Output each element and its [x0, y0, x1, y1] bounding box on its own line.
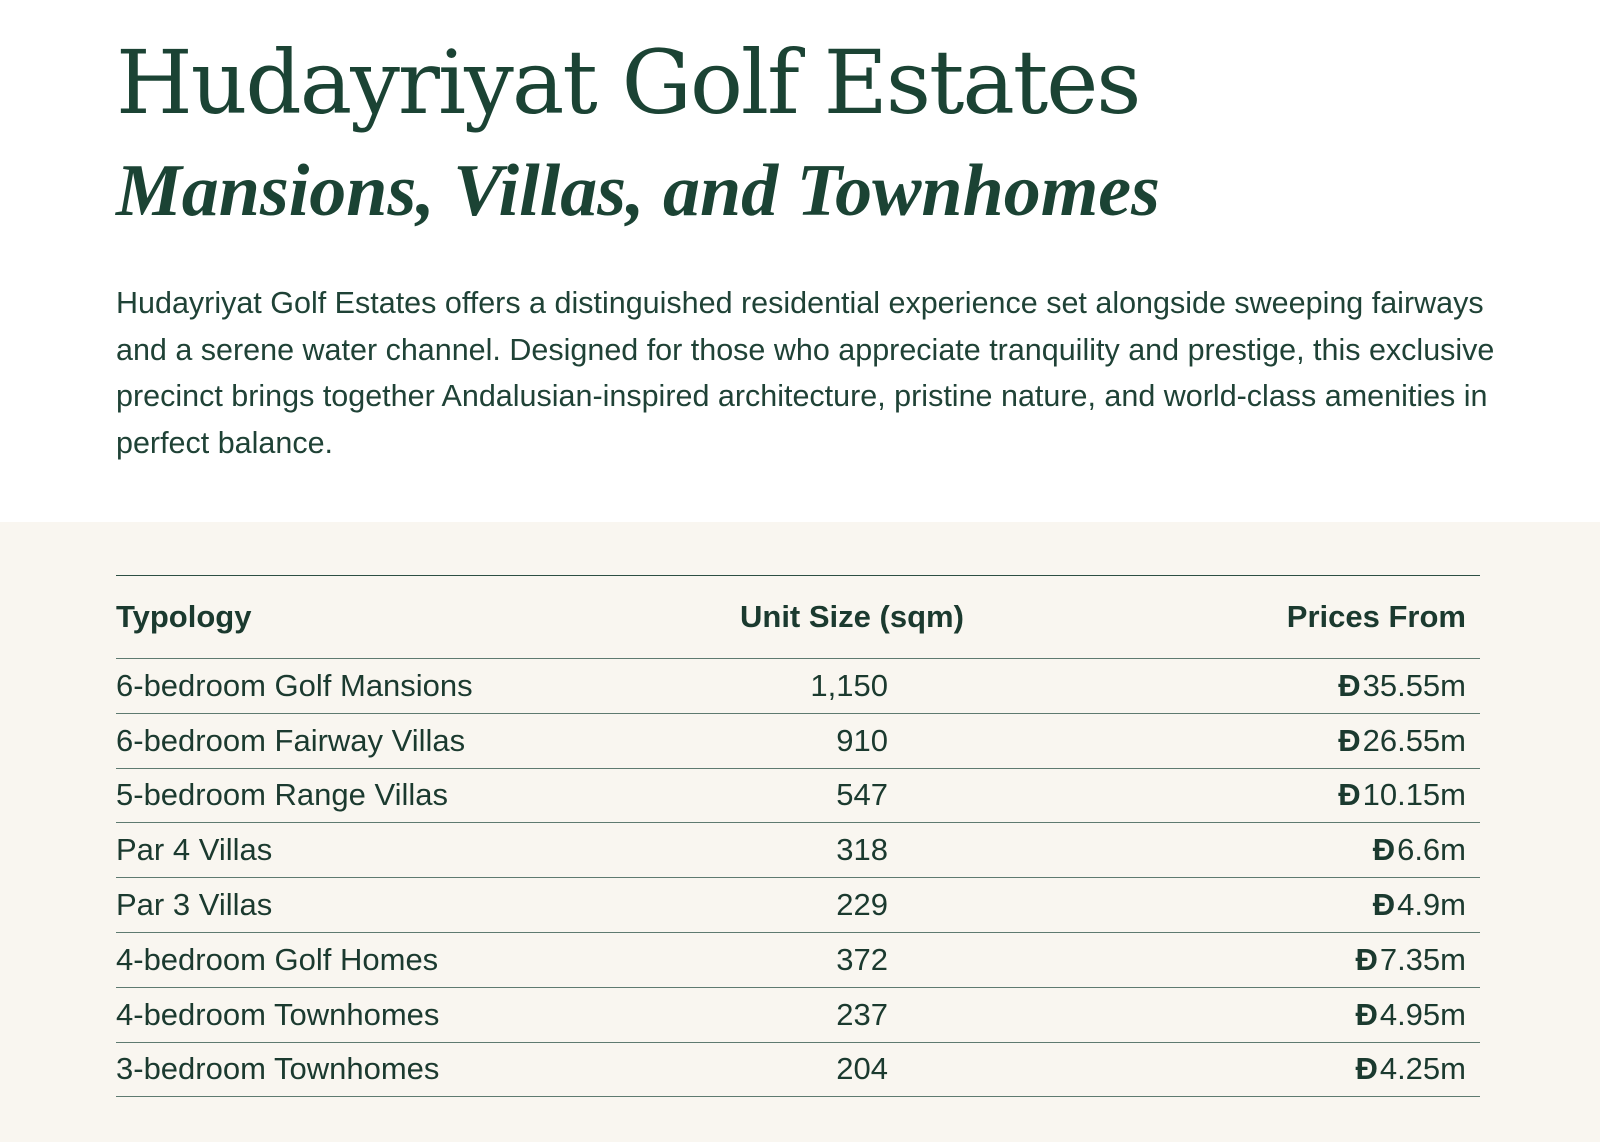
table-row [116, 659, 1480, 714]
typology-cell: 5-bedroom Range Villas [116, 777, 449, 813]
dirham-currency-icon: Đ [1338, 722, 1361, 758]
dirham-currency-icon: Đ [1372, 887, 1396, 923]
typology-cell: Par 4 Villas [116, 832, 273, 868]
page-title: Hudayriyat Golf Estates [116, 31, 1140, 134]
price-cell [1338, 659, 1466, 713]
price-value: 6.6m [1397, 832, 1466, 868]
unit-size-cell: 910 [836, 722, 888, 758]
table-row [116, 933, 1480, 988]
intro-section [0, 0, 1600, 522]
price-cell [1338, 769, 1466, 823]
typology-cell: 6-bedroom Golf Mansions [116, 667, 473, 703]
table-row [116, 769, 1480, 824]
page-subtitle: Mansions, Villas, and Townhomes [116, 150, 1160, 232]
dirham-currency-icon: Đ [1372, 832, 1396, 868]
dirham-currency-icon: Đ [1355, 1051, 1378, 1087]
price-cell [1355, 933, 1466, 987]
price-value: 7.35m [1379, 941, 1466, 977]
typology-cell: 3-bedroom Townhomes [116, 1051, 440, 1087]
price-value: 4.25m [1379, 1051, 1466, 1087]
price-cell [1373, 878, 1466, 932]
intro-paragraph: Hudayriyat Golf Estates offers a distinguished residential experience set alongside sweeping fairways and a serene water channel. Designed for those who appreciate tranquility and prestige, this exclusive precinct brings together Andalusian-inspired architecture, pristine nature, and world-class amenities in perfect balance. [116, 286, 1495, 460]
typology-cell: 6-bedroom Fairway Villas [116, 722, 466, 758]
table-row [116, 714, 1480, 769]
unit-size-cell: 229 [836, 887, 888, 923]
column-header-prices-from: Prices From [1286, 599, 1466, 634]
dirham-currency-icon: Đ [1355, 941, 1378, 977]
table-row [116, 988, 1480, 1043]
unit-size-cell: 237 [836, 996, 888, 1032]
column-header-typology: Typology [116, 599, 252, 634]
dirham-currency-icon: Đ [1338, 667, 1361, 703]
unit-size-cell: 372 [836, 941, 888, 977]
typology-cell: 4-bedroom Townhomes [116, 996, 440, 1032]
typology-cell: 4-bedroom Golf Homes [116, 941, 439, 977]
price-cell [1355, 1043, 1466, 1097]
table-row [116, 1043, 1480, 1098]
unit-size-cell: 547 [836, 777, 888, 813]
price-value: 4.9m [1397, 887, 1466, 923]
pricing-table-section [0, 522, 1600, 1142]
price-cell [1373, 823, 1466, 877]
price-cell [1355, 988, 1466, 1042]
unit-size-cell: 204 [836, 1051, 888, 1087]
dirham-currency-icon: Đ [1355, 996, 1378, 1032]
table-row [116, 878, 1480, 933]
pricing-table [116, 575, 1480, 1097]
dirham-currency-icon: Đ [1338, 777, 1361, 813]
price-value: 4.95m [1379, 996, 1466, 1032]
table-body [116, 659, 1480, 1097]
price-cell [1338, 714, 1466, 768]
price-value: 10.15m [1362, 777, 1466, 813]
column-header-unit-size: Unit Size (sqm) [740, 599, 964, 634]
price-value: 35.55m [1362, 667, 1466, 703]
price-value: 26.55m [1362, 722, 1466, 758]
table-header-row [116, 576, 1480, 659]
table-row [116, 823, 1480, 878]
typology-cell: Par 3 Villas [116, 887, 273, 923]
unit-size-cell: 318 [836, 832, 888, 868]
unit-size-cell: 1,150 [810, 667, 888, 703]
